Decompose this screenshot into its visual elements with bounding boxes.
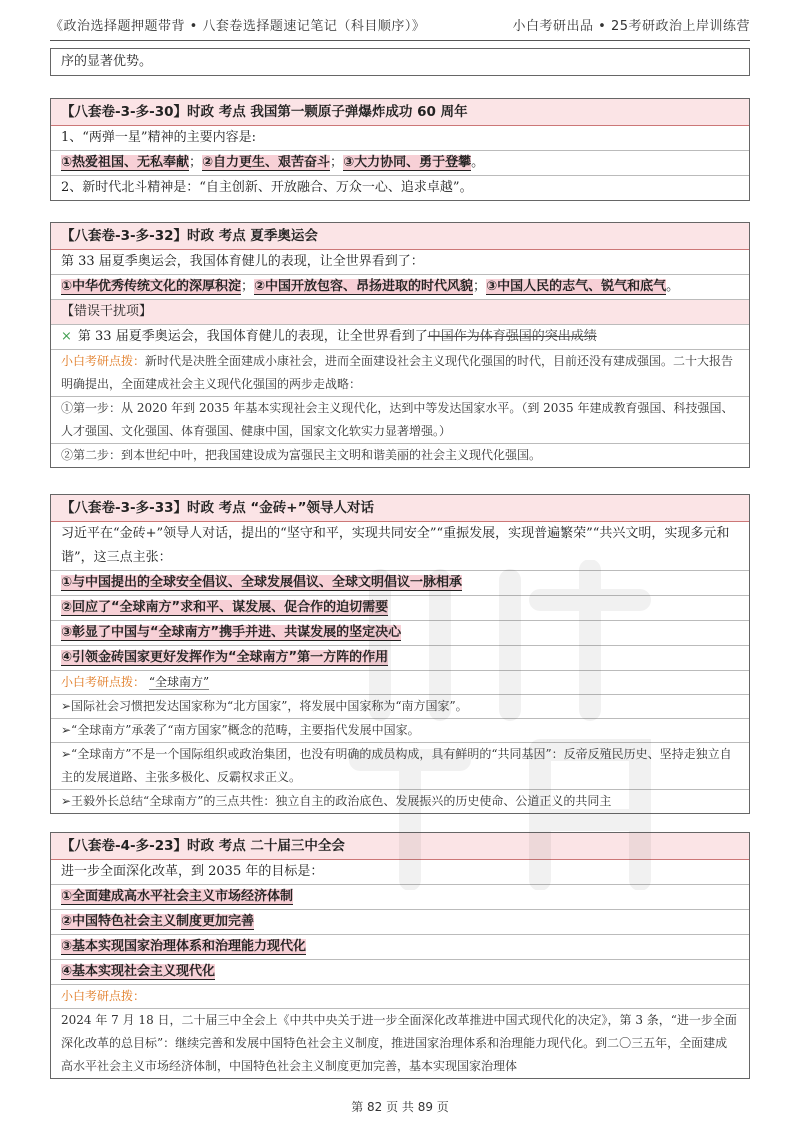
wrong-option [51,325,749,350]
note-item-1: ➢国际社会习惯把发达国家称为“北方国家”，将发展中国家称为“南方国家”。 [51,695,749,719]
card-intro: 习近平在“金砖+”领导人对话，提出的“坚守和平，实现共同安全”“重振发展，实现普遍繁荣”“共兴文明，实现多元和谐”，这三点主张： [51,522,749,571]
note-label: 小白考研点拨： [61,354,146,368]
answer-row-2 [51,910,749,935]
answer-1: ①中华优秀传统文化的深厚积淀 [61,279,242,294]
note-item-2: ➢“全球南方”承袭了“南方国家”概念的范畴，主要指代发展中国家。 [51,719,749,743]
note-block [51,350,749,397]
answer-3: ③基本实现国家治理体系和治理能力现代化 [61,939,307,954]
card-title: 【八套卷-3-多-30】时政 考点 我国第一颗原子弹爆炸成功 60 周年 [51,99,749,126]
card-title: 【八套卷-3-多-32】时政 考点 夏季奥运会 [51,223,749,250]
sep: 。 [666,279,680,294]
question-card-3-32 [50,222,750,468]
page-footer: 第 82 页 共 89 页 [351,1100,449,1114]
answer-row-4 [51,960,749,985]
card-intro: 进一步全面深化改革，到 2035 年的目标是： [51,860,749,885]
answer-2: ②自力更生、艰苦奋斗 [202,155,331,170]
header-doc-title: 《政治选择题押题带背 • 八套卷选择题速记笔记（科目顺序）》 [50,18,426,34]
answer-row-1 [51,885,749,910]
answer-row [51,151,749,176]
note-step-1: ①第一步：从 2020 年到 2035 年基本实现社会主义现代化，达到中等发达国家水平。（到 2035 年建成教育强国、科技强国、人才强国、文化强国、体育强国、健康中国，国家文化软实力显著增强。） [51,397,749,444]
sep: 。 [471,155,485,170]
note-body: 2024 年 7 月 18 日，二十届三中全会上《中共中央关于进一步全面深化改革推进中国式现代化的决定》，第 3 条，“进一步全面深化改革的总目标”：继续完善和发展中国特色社会主义制度，推进国家治理体系和治理能力现代化。到二〇三五年，全面建成高水平社会主义市场经济体制，中国特色社会主义制度更加完善，基本实现国家治理体 [61,1013,737,1073]
answer-4: ④引领金砖国家更好发挥作为“全球南方”第一方阵的作用 [61,650,389,665]
answer-2: ②中国特色社会主义制度更加完善 [61,914,255,929]
note-label: 小白考研点拨： [61,989,146,1003]
answer-3: ③中国人民的志气、锐气和底气 [486,279,667,294]
header-divider [50,40,750,41]
note-topic: “全球南方” [148,675,210,689]
card-line2: 2、新时代北斗精神是：“自主创新、开放融合、万众一心、追求卓越”。 [61,180,473,195]
note-header [51,671,749,695]
page-header [50,10,750,38]
note-item-4: ➢王毅外长总结“全球南方”的三点共性：独立自主的政治底色、发展振兴的历史使命、公道正义的共同主 [61,794,612,808]
question-card-4-23 [50,832,750,1079]
answer-row-4 [51,646,749,671]
answer-4: ④基本实现社会主义现代化 [61,964,216,979]
answer-1: ①全面建成高水平社会主义市场经济体制 [61,889,294,904]
answer-2: ②中国开放包容、昂扬进取的时代风貌 [254,279,474,294]
card-intro: 1、“两弹一星”精神的主要内容是: [51,126,749,151]
answer-3: ③彰显了中国与“全球南方”携手并进、共谋发展的坚定决心 [61,625,402,640]
note-label: 小白考研点拨： [61,675,146,689]
wrong-strike: 中国作为体育强国的突出成绩 [427,329,597,344]
card-intro: 第 33 届夏季奥运会，我国体育健儿的表现，让全世界看到了： [51,250,749,275]
answer-2: ②回应了“全球南方”求和平、谋发展、促合作的迫切需要 [61,600,389,615]
answer-3: ③大力协同、勇于登攀 [343,155,472,170]
header-brand: 小白考研出品 • 25考研政治上岸训练营 [512,18,750,34]
sep: ； [473,279,487,294]
answer-row-3 [51,935,749,960]
answer-row-3 [51,621,749,646]
note-label-row [51,985,749,1009]
wrong-option-label: 【错误干扰项】 [51,300,749,325]
answer-1: ①与中国提出的全球安全倡议、全球发展倡议、全球文明倡议一脉相承 [61,575,463,590]
question-card-3-30 [50,98,750,201]
question-card-3-33 [50,494,750,814]
answer-row [51,275,749,300]
answer-1: ①热爱祖国、无私奉献 [61,155,190,170]
sep: ； [330,155,344,170]
answer-row-2 [51,596,749,621]
wrong-mark-icon: × [61,329,72,344]
wrong-text: 第 33 届夏季奥运会，我国体育健儿的表现，让全世界看到了 [77,329,428,344]
answer-row-1 [51,571,749,596]
note-step-2: ②第二步：到本世纪中叶，把我国建设成为富强民主文明和谐美丽的社会主义现代化强国。 [61,448,542,462]
sep: ； [241,279,255,294]
carryover-box [50,48,750,76]
card-title: 【八套卷-3-多-33】时政 考点 “金砖+”领导人对话 [51,495,749,522]
sep: ； [189,155,203,170]
carryover-text: 序的显著优势。 [61,54,153,69]
note-text: 新时代是决胜全面建成小康社会，进而全面建设社会主义现代化强国的时代，目前还没有建成强国。二十大报告明确提出，全面建成社会主义现代化强国的两步走战略： [61,354,734,391]
note-item-3: ➢“全球南方”不是一个国际组织或政治集团，也没有明确的成员构成，具有鲜明的“共同基因”：反帝反殖民历史、坚持走独立自主的发展道路、主张多极化、反霸权求正义。 [51,743,749,790]
card-title: 【八套卷-4-多-23】时政 考点 二十届三中全会 [51,833,749,860]
